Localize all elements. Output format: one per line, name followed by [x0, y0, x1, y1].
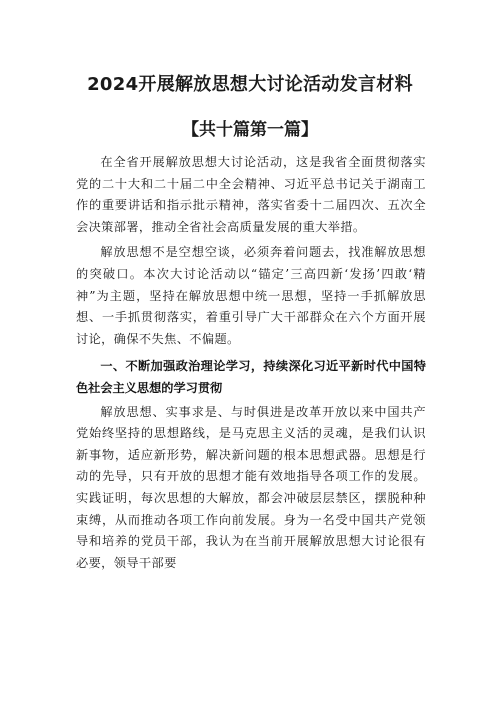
document-body: [76, 152, 426, 574]
document-title: 2024开展解放思想大讨论活动发言材料: [87, 74, 413, 95]
section-heading: 一、不断加强政治理论学习，持续深化习近平新时代中国特色社会主义思想的学习贯彻: [76, 359, 426, 395]
paragraph-section-body: 解放思想、实事求是、与时俱进是改革开放以来中国共产党始终坚持的思想路线，是马克思主义活的灵魂，是我们认识新事物，适应新形势，解决新问题的根本思想武器。思想是行动的先导，只有开放的思想才能有效地指导各项工作的发展。实践证明，每次思想的大解放，都会冲破层层禁区，摆脱种种束缚，从而推动各项工作向前发展。身为一名受中国共产党领导和培养的党员干部，我认为在当前开展解放思想大讨论很有必要，领导干部要: [76, 404, 426, 570]
paragraph-intro: 在全省开展解放思想大讨论活动，这是我省全面贯彻落实党的二十大和二十届二中全会精神、习近平总书记关于湖南工作的重要讲话和指示批示精神，落实省委十二届四次、五次全会决策部署，推动全省社会高质量发展的重大举措。: [76, 155, 426, 234]
document-subtitle: 【共十篇第一篇】: [182, 120, 318, 140]
paragraph-theme: 解放思想不是空想空谈，必须奔着问题去，找准解放思想的突破口。本次大讨论活动以“锚定’三高四新‘发扬’四敢‘精神”为主题，坚持在解放思想中统一思想，坚持一手抓解放思想、一手抓贯彻落实，着重引导广大干部群众在六个方面开展讨论，确保不失焦、不偏题。: [76, 245, 426, 346]
